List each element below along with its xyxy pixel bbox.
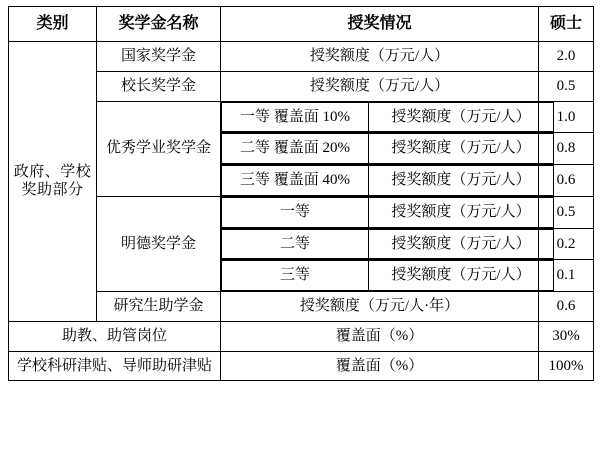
table-row	[9, 196, 594, 228]
column-header-award: 授奖情况	[221, 7, 539, 42]
scholarship-name-cell: 校长奖学金	[97, 71, 221, 101]
table-row	[9, 71, 594, 101]
master-value-cell: 0.6	[539, 292, 594, 322]
table-row	[9, 292, 594, 322]
tier-cell: 三等 覆盖面 40%	[222, 166, 369, 196]
amount-cell: 授奖额度（万元/人）	[369, 261, 554, 291]
table-header-row	[9, 7, 594, 42]
tier-cell: 二等 覆盖面 20%	[222, 134, 369, 164]
award-split	[221, 229, 554, 260]
award-split	[221, 165, 554, 196]
award-cell: 授奖额度（万元/人）	[221, 71, 539, 101]
amount-cell: 授奖额度（万元/人）	[369, 102, 554, 132]
position-name-cell: 学校科研津贴、导师助研津贴	[9, 351, 221, 381]
award-cell	[221, 260, 539, 292]
award-cell	[221, 196, 539, 228]
master-value-cell: 0.2	[539, 228, 594, 260]
amount-cell: 授奖额度（万元/人）	[369, 166, 554, 196]
scholarship-name-cell: 优秀学业奖学金	[97, 101, 221, 196]
table-row	[9, 321, 594, 351]
master-value-cell: 2.0	[539, 42, 594, 72]
award-cell	[221, 133, 539, 165]
master-value-cell: 0.8	[539, 133, 594, 165]
scholarship-table	[8, 6, 594, 381]
master-value-cell: 0.6	[539, 165, 594, 197]
table-row	[9, 101, 594, 133]
column-header-category: 类别	[9, 7, 97, 42]
coverage-cell: 覆盖面（%）	[221, 321, 539, 351]
tier-cell: 一等	[222, 197, 369, 227]
award-split	[221, 133, 554, 164]
award-cell	[221, 101, 539, 133]
scholarship-name-cell: 研究生助学金	[97, 292, 221, 322]
award-cell	[221, 165, 539, 197]
award-cell	[221, 228, 539, 260]
scholarship-name-cell: 国家奖学金	[97, 42, 221, 72]
tier-cell: 二等	[222, 229, 369, 259]
award-split	[221, 197, 554, 228]
tier-cell: 一等 覆盖面 10%	[222, 102, 369, 132]
master-value-cell: 0.5	[539, 71, 594, 101]
amount-cell: 授奖额度（万元/人）	[369, 229, 554, 259]
scholarship-name-cell: 明德奖学金	[97, 196, 221, 291]
table-header	[9, 7, 594, 42]
column-header-master: 硕士	[539, 7, 594, 42]
table-row	[9, 42, 594, 72]
award-cell: 授奖额度（万元/人）	[221, 42, 539, 72]
master-value-cell: 0.5	[539, 196, 594, 228]
master-value-cell: 0.1	[539, 260, 594, 292]
amount-cell: 授奖额度（万元/人）	[369, 134, 554, 164]
award-split	[221, 260, 554, 291]
amount-cell: 授奖额度（万元/人）	[369, 197, 554, 227]
tier-cell: 三等	[222, 261, 369, 291]
position-name-cell: 助教、助管岗位	[9, 321, 221, 351]
category-cell: 政府、学校奖助部分	[9, 42, 97, 322]
master-value-cell: 100%	[539, 351, 594, 381]
coverage-cell: 覆盖面（%）	[221, 351, 539, 381]
table-row	[9, 351, 594, 381]
master-value-cell: 1.0	[539, 101, 594, 133]
column-header-name: 奖学金名称	[97, 7, 221, 42]
award-cell: 授奖额度（万元/人·年）	[221, 292, 539, 322]
table-body	[9, 42, 594, 381]
award-split	[221, 102, 554, 133]
master-value-cell: 30%	[539, 321, 594, 351]
